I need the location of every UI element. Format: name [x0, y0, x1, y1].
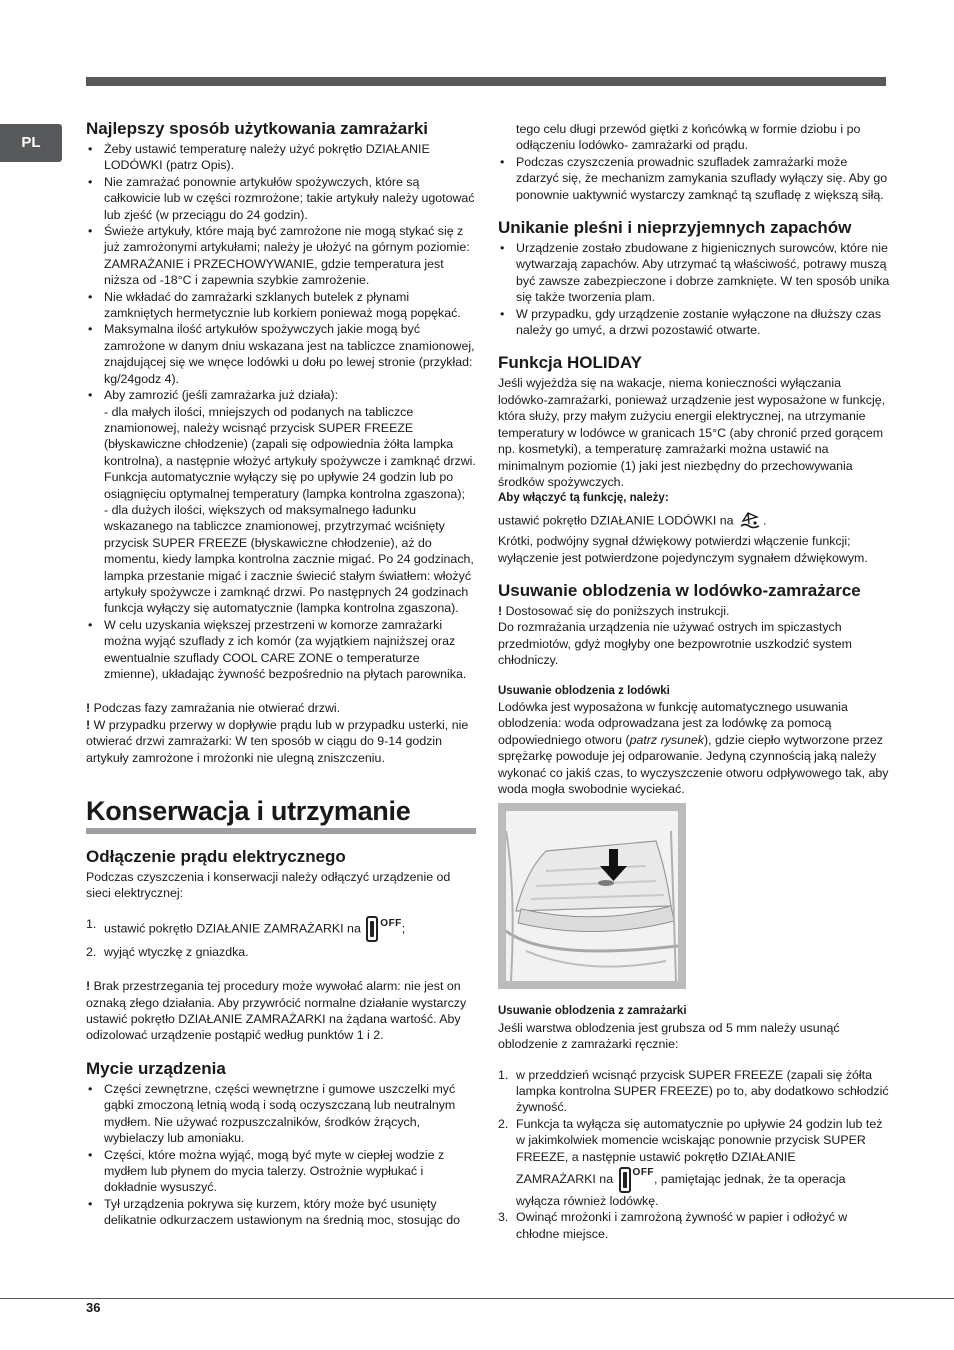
- warning-text: Dostosować się do poniższych instrukcji.: [505, 603, 730, 618]
- top-bar: [86, 77, 886, 86]
- holiday-step-end: .: [762, 513, 767, 528]
- step-text: Owinąć mrożonki i zamrożoną żywność w papier i odłożyć w chłodne miejsce.: [516, 1210, 848, 1241]
- step-text: w przeddzień wcisnąć przycisk SUPER FREEZE (zapali się żółta lampka kontrolna SUPER FREEZE) po to, aby dodatkowo schłodzić żywność.: [516, 1067, 889, 1115]
- list-item: • W celu uzyskania większej przestrzeni w komorze zamrażarki można wyjąć szuflady z ich komór (za wyjątkiem najniższej oraz ewentualnie szuflady COOL CARE ZONE o temperaturze zmienne), układając żywność bezpośrednio na płytach parownika.: [86, 617, 476, 683]
- list-item: • Maksymalna ilość artykułów spożywczych jakie mogą być zamrożone w danym dniu wskazana jest na tabliczce znamionowej, znajdującej się we wnęce lodówki u dołu po lewej stronie (przykład: kg/24godz 4).: [86, 321, 476, 387]
- defrost-fridge-text-b: ), gdzie ciepło wytworzone przez sprężarkę powoduje jej odparowanie. Jedyną czynnością jaką należy wykonać co jakiś czas, to wyczyszczenie otworu odpływowego tak, aby woda mogła swobodnie wyciekać.: [498, 732, 889, 796]
- section-title-defrost: Usuwanie oblodzenia w lodówko-zamrażarce: [498, 580, 861, 600]
- language-label: PL: [21, 134, 41, 151]
- large-quantity-text: - dla dużych ilości, większych od maksymalnego ładunku wskazanego na tabliczce znamionowej, przytrzymać wciśnięty przycisk SUPER FREEZE (błyskawiczne chłodzenie), aż do momentu, kiedy lampka kontrolna zacznie migać. Po 24 godzinach, lampka przestanie migać i zacznie świecić stałym światłem: włożyć artykuły spożywcze i zamknąć drzwi. Po następnych 24 godzinach funkcja wyłączy się automatycznie (lampka kontrolna zgaszona).: [104, 502, 474, 616]
- section-title-power-disconnect: Odłączenie prądu elektrycznego: [86, 847, 346, 867]
- list-item-continued: tego celu długi przewód giętki z końcówką w formie dziobu i po odłączeniu lodówko- zamrażarki od prądu.: [516, 122, 861, 153]
- warning-mark: !: [86, 979, 91, 994]
- defrost-text: Do rozmrażania urządzenia nie używać ostrych im spiczastych przedmiotów, gdyż mogłyby one bezpowrotnie uszkodzić system chłodniczy.: [498, 620, 852, 668]
- warning-note: [498, 603, 890, 619]
- holiday-step: [498, 509, 890, 533]
- holiday-text: Jeśli wyjeżdża się na wakacje, niema konieczności wyłączania lodówko-zamrażarki, ponieważ urządzenie jest wyposażone w funkcję, która służy, przy małym zużyciu energii elektrycznej, na utrzymanie temperatury w lodówce w granicach 15°C (aby chronić przed gorącem np. kosmetyki), a temperaturę zamrażarki można ustawić na minimalnym poziomie (1) jaki jest niezbędny do przechowywania środków spożywczych.: [498, 376, 886, 489]
- holiday-step-text: ustawić pokrętło DZIAŁANIE LODÓWKI na: [498, 513, 734, 528]
- footer-rule: [0, 1298, 954, 1299]
- step-number: 2.: [86, 944, 97, 959]
- defrost-fridge-text-italic: patrz rysunek: [629, 732, 704, 747]
- list-item: [498, 1209, 890, 1242]
- holiday-icon: [739, 509, 761, 533]
- step-text-b: ZAMRAŻARKI na: [516, 1172, 614, 1187]
- step-number: 3.: [498, 1210, 509, 1225]
- list-item-text: Aby zamrozić (jeśli zamrażarka już działa):: [104, 388, 339, 403]
- off-label: OFF: [380, 917, 402, 929]
- cleaning-list-continued: [498, 121, 890, 154]
- left-column: [86, 118, 476, 1229]
- warning-mark: !: [86, 717, 91, 732]
- drain-hole-photo: [498, 803, 686, 989]
- warning-mark: !: [86, 701, 91, 716]
- chapter-title-rule: [86, 828, 476, 834]
- step-text-end: ;: [401, 921, 406, 936]
- list-item: • Żeby ustawić temperaturę należy użyć pokrętło DZIAŁANIE LODÓWKI (patrz Opis).: [86, 141, 476, 174]
- warning-text: W przypadku przerwy w dopływie prądu lub w przypadku usterki, nie otwierać drzwi zamrażarki: W ten sposób w ciągu do 9-14 godzin artykuły zamrożone i mrożonki nie ulegną zniszczeniu.: [86, 717, 469, 765]
- warning-note: [86, 700, 476, 716]
- holiday-subtitle: Aby włączyć tą funkcję, należy:: [498, 492, 669, 505]
- cleaning-list-2: [498, 154, 890, 203]
- list-item: [86, 944, 476, 960]
- list-item: [86, 916, 476, 942]
- section-title-holiday: Funkcja HOLIDAY: [498, 353, 642, 373]
- small-quantity-text: - dla małych ilości, mniejszych od podanych na tabliczce znamionowej, należy wcisnąć przycisk SUPER FREEZE (błyskawiczne chłodzenie) (zapali się odpowiednia żółta lampka kontrolna), a następnie włożyć artykuły spożywcze i zamknąć drzwi. Funkcja automatycznie wyłączy się po upływie 24 godzin lub po osiągnięciu optymalnej temperatury (lampka kontrolna zgaszona);: [104, 404, 476, 501]
- section-title-freezer-use: Najlepszy sposób użytkowania zamrażarki: [86, 119, 429, 138]
- list-item: • Nie zamrażać ponownie artykułów spożywczych, które są całkowicie lub w części rozmrożone; takie artykuły należy ugotować lub zjeść (w przeciągu do 24 godzin).: [86, 174, 476, 223]
- step-text: ustawić pokrętło DZIAŁANIE ZAMRAŻARKI na: [104, 921, 361, 936]
- cleaning-list: [86, 1081, 476, 1229]
- defrost-freezer-subtitle: Usuwanie oblodzenia z zamrażarki: [498, 1005, 687, 1018]
- freezer-use-list: [86, 141, 476, 682]
- section-title-cleaning: Mycie urządzenia: [86, 1058, 226, 1078]
- warning-text: Podczas fazy zamrażania nie otwierać drzwi.: [93, 701, 341, 716]
- warning-mark: !: [498, 603, 503, 618]
- warning-note: [86, 717, 476, 766]
- list-item: • W przypadku, gdy urządzenie zostanie wyłączone na dłuższy czas należy go umyć, a drzwi pozostawić otwarte.: [498, 306, 890, 339]
- power-disconnect-intro: Podczas czyszczenia i konserwacji należy odłączyć urządzenie od sieci elektrycznej:: [86, 870, 451, 901]
- list-item: [498, 1116, 890, 1209]
- defrost-freezer-steps: [498, 1067, 890, 1242]
- language-tab: [0, 124, 62, 162]
- list-item: • Podczas czyszczenia prowadnic szufladek zamrażarki może zdarzyć się, że mechanizm zamykania szuflady wyłączy się. Aby go ponownie uaktywnić wystarczy zamknąć tą szufladę z większą siłą.: [498, 154, 890, 203]
- right-column: [498, 121, 890, 1242]
- list-item: • Tył urządzenia pokrywa się kurzem, który może być usunięty delikatnie odkurzaczem ustawionym na średnią moc, stosując do: [86, 1196, 476, 1229]
- list-item: • Części zewnętrzne, części wewnętrzne i gumowe uszczelki myć gąbki zmoczoną letnią wodą i sodą oczyszczaną lub neutralnym mydłem. Nie używać rozpuszczalników, środków żrących, wybielaczy lub amoniaku.: [86, 1081, 476, 1147]
- warning-note: [86, 978, 476, 1044]
- step-text: wyjąć wtyczkę z gniazdka.: [104, 944, 249, 959]
- step-text-c: , pamiętając jednak, że ta operacja wyłącza również lodówkę.: [516, 1172, 846, 1208]
- list-item: [498, 1067, 890, 1116]
- holiday-after: Krótki, podwójny sygnał dźwiękowy potwierdzi włączenie funkcji; wyłączenie jest potwierdzone pojedynczym sygnałem dźwiękowym.: [498, 534, 868, 565]
- list-item: • Urządzenie zostało zbudowane z higienicznych surowców, które nie wytwarzają zapachów. Aby utrzymać tą właściwość, potrawy muszą być zawsze zabezpieczone i dobrze zamknięte. W ten sposób unika się także tworzenia plam.: [498, 240, 890, 306]
- step-number: 2.: [498, 1116, 509, 1131]
- warning-text: Brak przestrzegania tej procedury może wywołać alarm: nie jest on oznaką złego działania. Aby przywrócić normalne działanie wystarczy ustawić pokrętło DZIAŁANIE ZAMRAŻARKI na żądana wartość. Aby odizolować urządzenie postąpić według punktów 1 i 2.: [86, 979, 467, 1043]
- list-item: • Części, które można wyjąć, mogą być myte w ciepłej wodzie z mydłem lub płynem do mycia talerzy. Ostrożnie wypłukać i dokładnie wysuszyć.: [86, 1147, 476, 1196]
- list-item: • Nie wkładać do zamrażarki szklanych butelek z płynami zamkniętych hermetycznie lub korkiem ponieważ mogą popękać.: [86, 289, 476, 322]
- page-number: 36: [86, 1300, 101, 1315]
- section-title-mold: Unikanie pleśni i nieprzyjemnych zapachów: [498, 218, 852, 238]
- list-item: • Świeże artykuły, które mają być zamrożone nie mogą stykać się z już zamrożonymi artykułami; należy je ułożyć na górnym poziomie: ZAMRAŻANIE i PRZECHOWYWANIE, gdzie temperatura jest niższa od -18°C i zapewnia szybkie zamrożenie.: [86, 223, 476, 289]
- list-item: [86, 387, 476, 617]
- defrost-fridge-text-a: Lodówka jest wyposażona w funkcję automatycznego usuwania oblodzenia: woda odprowadzana jest za lodówkę za pomocą odpowiedniego otworu (: [498, 699, 848, 747]
- knob-icon: [619, 1167, 631, 1193]
- defrost-fridge-text: [498, 699, 890, 797]
- step-text: Funkcja ta wyłącza się automatycznie po upływie 24 godzin lub też w jakimkolwiek momencie wciskając ponownie przycisk SUPER FREEZE, a następnie ustawić pokrętło DZIAŁANIE: [516, 1116, 883, 1164]
- step-number: 1.: [86, 916, 97, 931]
- off-label: OFF: [632, 1167, 655, 1179]
- defrost-fridge-subtitle: Usuwanie oblodzenia z lodówki: [498, 684, 670, 697]
- step-number: 1.: [498, 1067, 509, 1082]
- knob-icon: [366, 916, 378, 942]
- power-disconnect-steps: [86, 916, 476, 960]
- mold-list: [498, 240, 890, 338]
- chapter-title: Konserwacja i utrzymanie: [86, 796, 411, 827]
- defrost-freezer-text: Jeśli warstwa oblodzenia jest grubsza od 5 mm należy usunąć oblodzenie z zamrażarki ręcznie:: [498, 1020, 840, 1052]
